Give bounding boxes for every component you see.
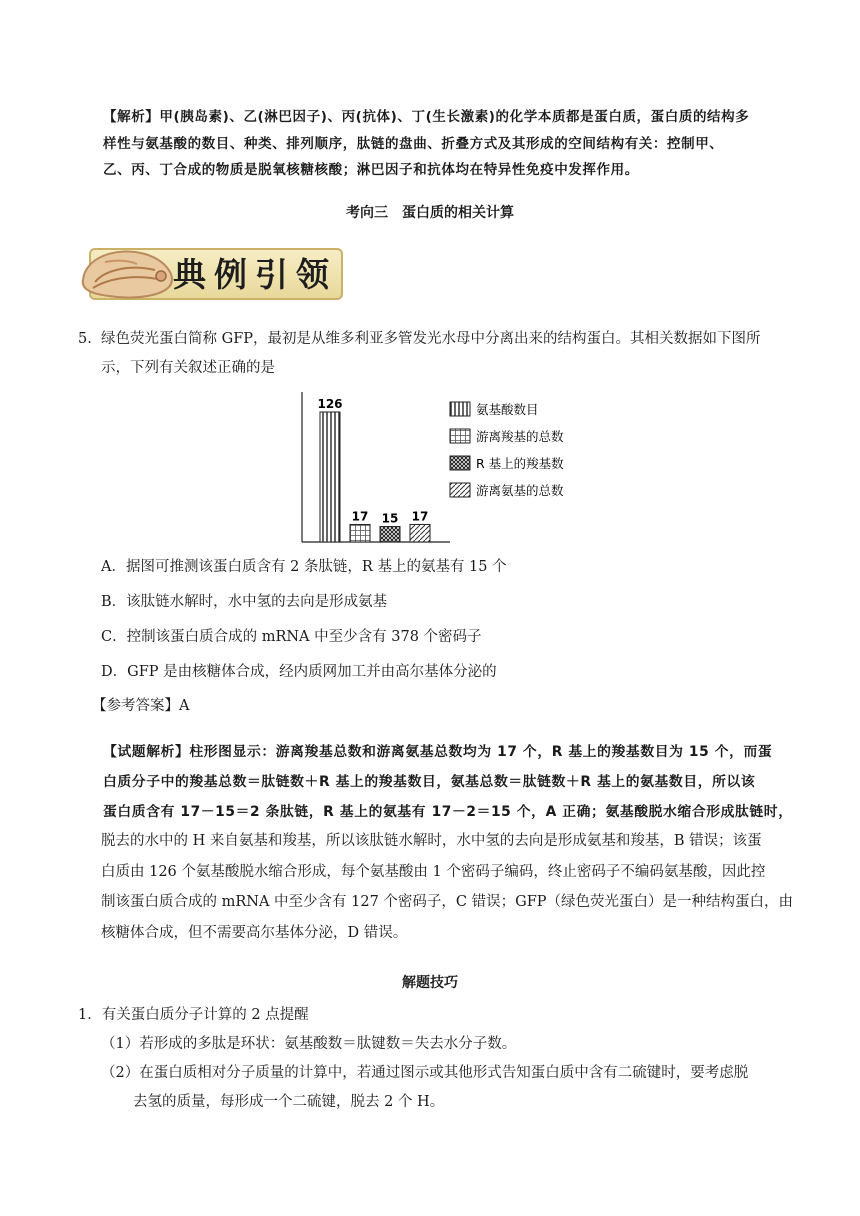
legend-swatch: [450, 456, 470, 470]
tips-title: 解题技巧: [402, 975, 458, 991]
bar-value-label: 17: [351, 509, 369, 524]
explanation-line: 【试题解析】柱形图显示：游离羧基总数和游离氨基总数均为 17 个，R 基上的羧基数目为 15 个，而蛋: [103, 744, 773, 760]
bar-4: [410, 524, 430, 542]
explanation-normal: [101, 826, 801, 948]
explanation-line: 核糖体合成，但不需要高尔基体分泌，D 错误。: [101, 924, 408, 941]
explanation-line: 白质由 126 个氨基酸脱水缩合形成，每个氨基酸由 1 个密码子编码，终止密码子不编码氨基酸，因此控: [101, 863, 766, 880]
tips-sub-2: [101, 1059, 801, 1117]
question-stem: [101, 325, 791, 383]
legend-swatch: [450, 402, 470, 416]
stem-line: 示，下列有关叙述正确的是: [101, 360, 275, 376]
tips-item-1: 1．有关蛋白质分子计算的 2 点提醒: [78, 1007, 309, 1023]
explanation-bold: [103, 737, 803, 827]
explanation-line: 蛋白质含有 17－15＝2 条肽链，R 基上的氨基有 17－2＝15 个，A 正确；氨基酸脱水缩合形成肽链时，: [103, 804, 793, 820]
tips-sub-1: （1）若形成的多肽是环状：氨基酸数＝肽键数＝失去水分子数。: [101, 1036, 517, 1052]
explanation-line: 脱去的水中的 H 来自氨基和羧基，所以该肽链水解时，水中氢的去向是形成氨基和羧基，B 错误；该蛋: [101, 833, 762, 849]
options-list: [101, 553, 801, 687]
legend-swatch: [450, 429, 470, 443]
analysis-line: 样性与氨基酸的数目、种类、排列顺序，肽链的盘曲、折叠方式及其形成的空间结构有关：控制甲、: [103, 135, 724, 152]
explanation-line: 白质分子中的羧基总数＝肽链数＋R 基上的羧基数目，氨基总数＝肽链数＋R 基上的氨基数目，所以该: [103, 774, 756, 790]
bar-value-label: 126: [317, 397, 343, 411]
explanation-line: 制该蛋白质合成的 mRNA 中至少含有 127 个密码子，C 错误；GFP（绿色荧光蛋白）是一种结构蛋白，由: [101, 894, 794, 910]
legend-label: 游离氨基的总数: [476, 483, 564, 498]
bar-chart: [290, 390, 580, 550]
question-number: 5.: [78, 331, 92, 347]
legend-swatch: [450, 483, 470, 497]
analysis-line: 【解析】甲(胰岛素)、乙(淋巴因子)、丙(抗体)、丁(生长激素)的化学本质都是蛋白质，蛋白质的结构多: [103, 109, 750, 125]
bar-value-label: 17: [411, 509, 429, 524]
option-c: C．控制该蛋白质合成的 mRNA 中至少含有 378 个密码子: [101, 629, 482, 645]
analysis-line: 乙、丙、丁合成的物质是脱氧核糖核酸；淋巴因子和抗体均在特异性免疫中发挥作用。: [103, 162, 639, 178]
reference-answer: 【参考答案】A: [92, 698, 190, 714]
legend-label: 氨基酸数目: [476, 402, 539, 417]
bar-2: [350, 524, 370, 542]
tips-line: 去氢的质量，每形成一个二硫键，脱去 2 个 H。: [133, 1094, 445, 1110]
previous-analysis: [103, 104, 803, 184]
legend-label: R 基上的羧基数: [476, 456, 564, 471]
section-title: 考向三 蛋白质的相关计算: [346, 205, 514, 221]
option-b: B．该肽链水解时，水中氢的去向是形成氨基: [101, 594, 388, 610]
bar-chart-svg: [290, 390, 580, 550]
bar-3: [380, 527, 400, 542]
example-banner: [75, 240, 340, 306]
bar-1: [320, 412, 340, 542]
conch-shell-icon: [75, 240, 185, 306]
legend-label: 游离羧基的总数: [476, 429, 564, 444]
banner-label: 典例引领: [173, 255, 337, 294]
option-d: D．GFP 是由核糖体合成，经内质网加工并由高尔基体分泌的: [101, 664, 497, 680]
option-a: A．据图可推测该蛋白质含有 2 条肽链，R 基上的氨基有 15 个: [101, 559, 507, 575]
bar-value-label: 15: [381, 511, 399, 526]
tips-line: （2）在蛋白质相对分子质量的计算中，若通过图示或其他形式告知蛋白质中含有二硫键时，要考虑脱: [101, 1065, 749, 1081]
stem-line: 绿色荧光蛋白简称 GFP，最初是从维多利亚多管发光水母中分离出来的结构蛋白。其相关数据如下图所: [101, 331, 761, 347]
